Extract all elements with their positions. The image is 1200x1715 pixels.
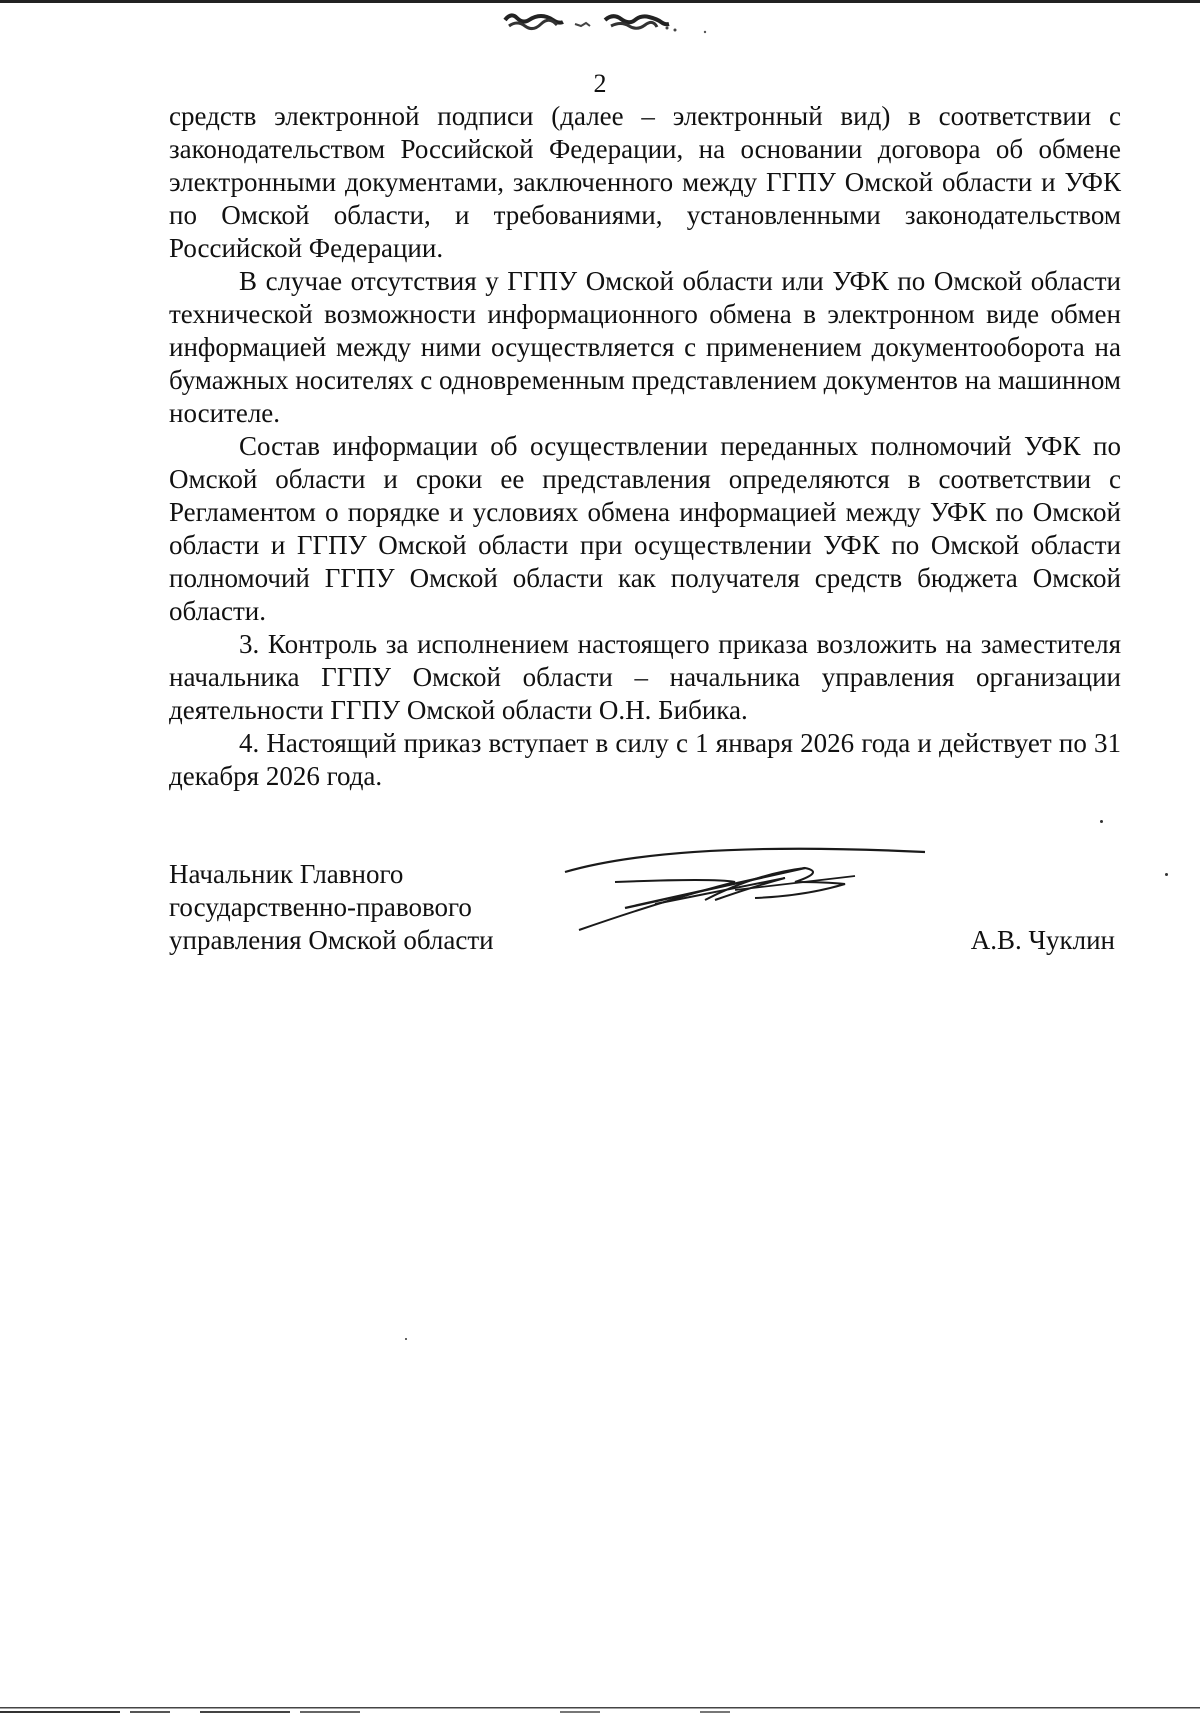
scan-bottom-border [0,1701,1200,1715]
signer-name: А.В. Чуклин [970,925,1115,955]
scan-speck [1165,873,1168,876]
signer-title-line-2: государственно-правового [169,892,472,922]
scan-top-border [0,0,1200,3]
signer-title-line-1: Начальник Главного [169,859,404,889]
paragraph-effective-date: 4. Настоящий приказ вступает в силу с 1 января 2026 года и действует по 31 декабря 2026 года. [169,728,1121,791]
scan-artifact-header [495,6,745,36]
scan-speck [1100,820,1103,823]
paragraph-electronic-signature: средств электронной подписи (далее – электронный вид) в соответствии с законодательством Российской Федерации, на основании договора об обмене электронными документами, заключенного между ГГПУ Омской области и УФК по Омской области, и требованиями, установленными законодательством Российской Федерации. [169,101,1121,263]
document-body [169,100,1121,793]
signer-title-line-3: управления Омской области [169,925,494,955]
handwritten-signature [555,838,935,938]
paragraph-control-clause: 3. Контроль за исполнением настоящего приказа возложить на заместителя начальника ГГПУ Омской области – начальника управления организации деятельности ГГПУ Омской области О.Н. Бибика. [169,629,1121,725]
paragraph-information-composition: Состав информации об осуществлении переданных полномочий УФК по Омской области и сроки ее представления определяются в соответствии с Регламентом о порядке и условиях обмена информацией между УФК по Омской области и ГГПУ Омской области при осуществлении УФК по Омской области полномочий ГГПУ Омской области как получателя средств бюджета Омской области. [169,431,1121,626]
signer-title [169,858,494,957]
paragraph-paper-exchange: В случае отсутствия у ГГПУ Омской области или УФК по Омской области технической возможности информационного обмена в электронном виде обмен информацией между ними осуществляется с применением документооборота на бумажных носителях с одновременным представлением документов на машинном носителе. [169,266,1121,428]
page-number: 2 [593,69,607,98]
scan-speck [405,1338,407,1340]
